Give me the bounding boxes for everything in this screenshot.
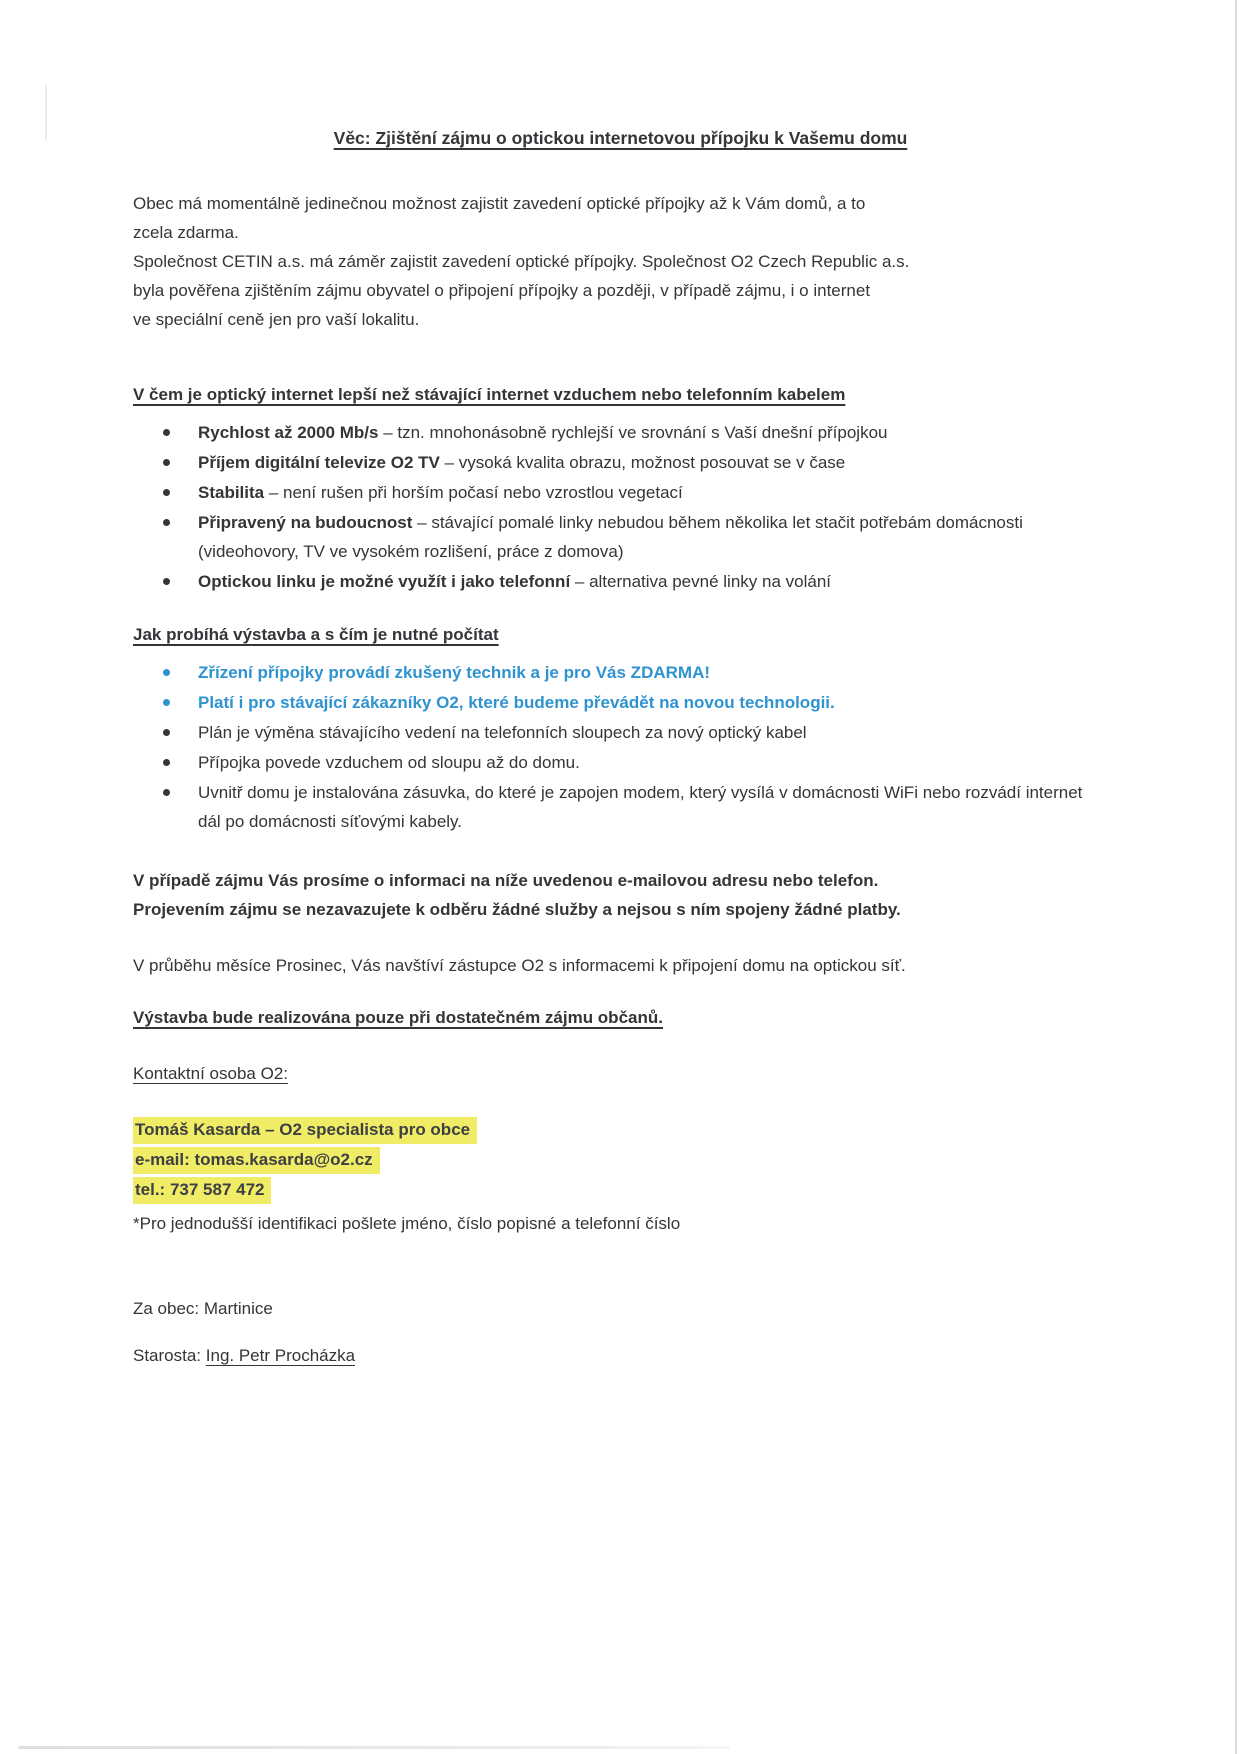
construction-section	[133, 620, 1108, 836]
benefits-heading	[133, 380, 1108, 409]
text-line: Obec má momentálně jedinečnou možnost zajistit zavedení optické přípojky až k Vám domů, a to	[133, 194, 866, 213]
contact-name-line	[133, 1117, 1108, 1144]
contact-name: Tomáš Kasarda – O2 specialista pro obce	[133, 1117, 477, 1144]
bullet-item: Optickou linku je možné využít i jako telefonní – alternativa pevné linky na volání	[163, 567, 1103, 596]
benefits-list	[133, 418, 1108, 596]
bullet-item: Plán je výměna stávajícího vedení na telefonních sloupech za nový optický kabel	[163, 718, 1103, 747]
mayor-name: Ing. Petr Procházka	[205, 1346, 356, 1365]
text-line: V případě zájmu Vás prosíme o informaci na níže uvedenou e-mailovou adresu nebo telefon.	[133, 871, 879, 890]
construction-heading-text: Jak probíhá výstavba a s čím je nutné počítat	[133, 625, 499, 644]
text-line: Společnost CETIN a.s. má záměr zajistit zavedení optické přípojky. Společnost O2 Czech Republic a.s.	[133, 252, 910, 271]
bullet-item: Uvnitř domu je instalována zásuvka, do které je zapojen modem, který vysílá v domácnosti WiFi nebo rozvádí internet dál po domácnosti síťovými kabely.	[163, 778, 1103, 836]
contact-block	[133, 1117, 1108, 1238]
scan-artifact-bottom	[18, 1746, 730, 1749]
signature-mayor	[133, 1341, 1108, 1370]
construction-heading	[133, 620, 1108, 649]
text-line: Projevením zájmu se nezavazujete k odběru žádné služby a nejsou s ním spojeny žádné platby.	[133, 900, 901, 919]
document-title-text: Věc: Zjištění zájmu o optickou internetovou přípojku k Vašemu domu	[333, 128, 908, 148]
benefits-heading-text: V čem je optický internet lepší než stávající internet vzduchem nebo telefonním kabelem	[133, 385, 846, 404]
mayor-label: Starosta:	[133, 1346, 206, 1365]
bullet-item: Příjem digitální televize O2 TV – vysoká kvalita obrazu, možnost posouvat se v čase	[163, 448, 1103, 477]
scan-artifact-right-edge	[1235, 0, 1237, 1754]
contact-heading	[133, 1059, 1108, 1088]
letter-content	[133, 124, 1108, 1370]
bullet-item: Stabilita – není rušen při horším počasí nebo vzrostlou vegetací	[163, 478, 1103, 507]
condition-statement-text: Výstavba bude realizována pouze při dostatečném zájmu občanů.	[133, 1008, 663, 1027]
bullet-item: Připravený na budoucnost – stávající pomalé linky nebudou během několika let stačit potřebám domácnosti (videohovory, TV ve vysokém rozlišení, práce z domova)	[163, 508, 1103, 566]
signature-municipality: Za obec: Martinice	[133, 1299, 273, 1318]
contact-email-line	[133, 1147, 1108, 1174]
bullet-item: Platí i pro stávající zákazníky O2, které budeme převádět na novou technologii.	[163, 688, 1103, 717]
interest-paragraph	[133, 866, 1108, 924]
benefits-section	[133, 380, 1108, 596]
construction-list	[133, 658, 1108, 836]
text-line: zcela zdarma.	[133, 223, 239, 242]
contact-note: *Pro jednodušší identifikaci pošlete jméno, číslo popisné a telefonní číslo	[133, 1214, 681, 1233]
bullet-item: Přípojka povede vzduchem od sloupu až do domu.	[163, 748, 1103, 777]
contact-phone: tel.: 737 587 472	[133, 1177, 271, 1204]
bullet-item: Rychlost až 2000 Mb/s – tzn. mnohonásobně rychlejší ve srovnání s Vaší dnešní přípojkou	[163, 418, 1103, 447]
intro-paragraph	[133, 189, 1108, 334]
text-line: ve speciální ceně jen pro vaší lokalitu.	[133, 310, 420, 329]
text-line: byla pověřena zjištěním zájmu obyvatel o připojení přípojky a později, v případě zájmu, i o internet	[133, 281, 871, 300]
contact-phone-line	[133, 1177, 1108, 1204]
condition-statement	[133, 1003, 1108, 1032]
contact-email: e-mail: tomas.kasarda@o2.cz	[133, 1147, 380, 1174]
contact-heading-text: Kontaktní osoba O2:	[133, 1064, 288, 1083]
scan-artifact-left	[45, 85, 47, 140]
bullet-item: Zřízení přípojky provádí zkušený technik a je pro Vás ZDARMA!	[163, 658, 1103, 687]
document-title	[133, 124, 1108, 153]
visit-paragraph: V průběhu měsíce Prosinec, Vás navštíví zástupce O2 s informacemi k připojení domu na optickou síť.	[133, 956, 906, 975]
